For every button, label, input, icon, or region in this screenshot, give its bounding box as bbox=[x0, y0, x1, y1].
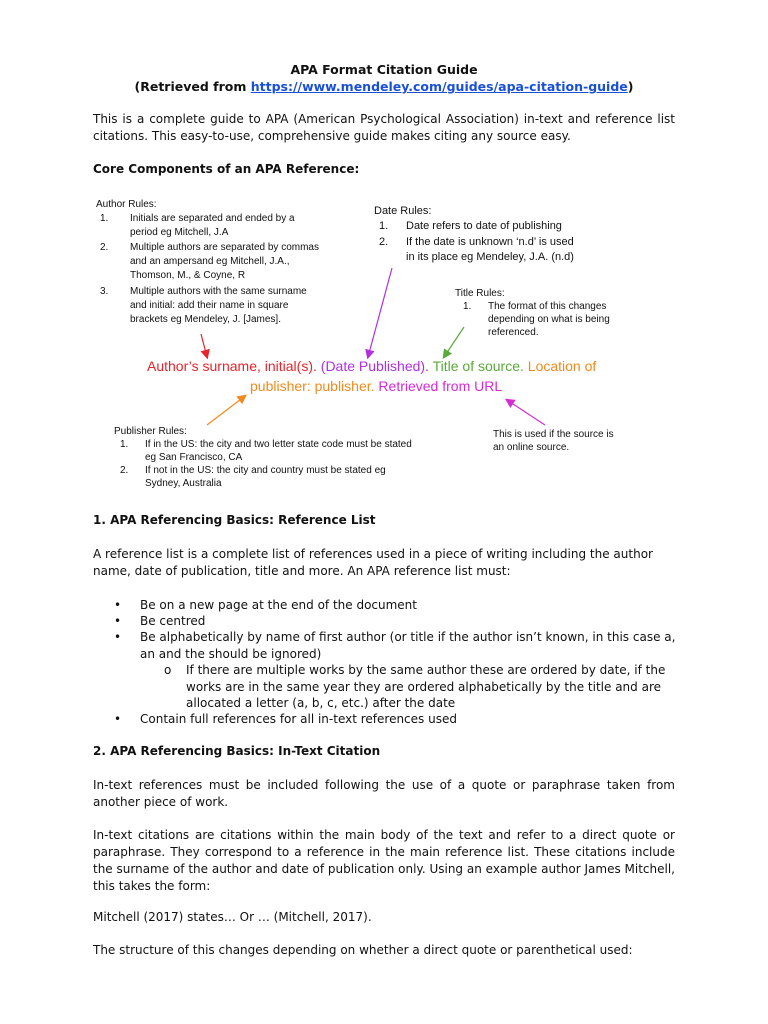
core-components-heading: Core Components of an APA Reference: bbox=[93, 162, 360, 176]
url-note-line: an online source. bbox=[493, 442, 570, 453]
source-link[interactable]: https://www.mendeley.com/guides/apa-citation-guide bbox=[250, 79, 628, 94]
author-rule-num: 2. bbox=[100, 242, 109, 253]
author-rule-num: 3. bbox=[100, 286, 109, 297]
author-rule-line: and an ampersand eg Mitchell, J.A., bbox=[130, 256, 290, 267]
publisher-rule-line: eg San Francisco, CA bbox=[145, 452, 243, 463]
publisher-rule-num: 1. bbox=[120, 439, 129, 450]
author-rule-line: period eg Mitchell, J.A bbox=[130, 227, 229, 238]
title-rule-num: 1. bbox=[463, 301, 472, 312]
section1-heading: 1. APA Referencing Basics: Reference List bbox=[93, 513, 376, 527]
author-rule-line: Initials are separated and ended by a bbox=[130, 213, 295, 224]
date-rule-num: 2. bbox=[379, 236, 389, 248]
format-publisher: publisher: publisher. bbox=[250, 378, 375, 394]
author-rule-num: 1. bbox=[100, 213, 109, 224]
bullet-mark: • bbox=[114, 598, 122, 612]
format-title: Title of source. bbox=[432, 358, 524, 374]
intro-paragraph: This is a complete guide to APA (American Psychological Association) in-text and reference list citations. This easy-to-use, comprehensive guide makes citing any source easy. bbox=[93, 112, 675, 143]
date-arrow bbox=[368, 268, 392, 357]
section2-heading: 2. APA Referencing Basics: In-Text Citation bbox=[93, 744, 381, 758]
citation-example: Mitchell (2017) states… Or … (Mitchell, 2017). bbox=[93, 910, 372, 924]
date-rule-line: in its place eg Mendeley, J.A. (n.d) bbox=[406, 251, 574, 263]
sub-list-item-text: If there are multiple works by the same author these are ordered by date, if the works are in the same year they are ordered alphabetically by the title and are allocated a letter (a, b, c, etc.) after the date bbox=[186, 663, 666, 710]
sub-bullet-mark: o bbox=[164, 663, 172, 677]
author-rule-line: Thomson, M., & Coyne, R bbox=[130, 270, 246, 281]
section2-paragraph-3: The structure of this changes depending on whether a direct quote or parenthetical used: bbox=[93, 943, 633, 957]
source-prefix: (Retrieved from bbox=[134, 79, 251, 94]
author-rule-line: brackets eg Mendeley, J. [James]. bbox=[130, 314, 281, 325]
title-rule-line: depending on what is being bbox=[488, 314, 610, 325]
author-rule-line: Multiple authors with the same surname bbox=[130, 286, 307, 297]
author-rule-line: Multiple authors are separated by commas bbox=[130, 242, 319, 253]
section2-paragraph-2: In-text citations are citations within the main body of the text and refer to a direct quote or paraphrase. They correspond to a reference in the main reference list. These citations include the surname of the author and date of publication only. Using an example author James Mitchell, this takes the form: bbox=[93, 828, 675, 893]
page-title: APA Format Citation Guide bbox=[290, 62, 478, 77]
author-rules-title: Author Rules: bbox=[96, 199, 157, 210]
date-rules-title: Date Rules: bbox=[374, 205, 432, 217]
source-suffix: ) bbox=[627, 79, 634, 94]
title-rule-line: referenced. bbox=[488, 327, 539, 338]
bullet-mark: • bbox=[114, 712, 122, 726]
format-retrieved: Retrieved from URL bbox=[378, 378, 503, 394]
format-date: (Date Published). bbox=[320, 358, 429, 374]
date-rule-line: Date refers to date of publishing bbox=[406, 220, 562, 232]
author-rule-line: and initial: add their name in square bbox=[130, 300, 289, 311]
author-arrow bbox=[201, 334, 207, 357]
publisher-rule-line: Sydney, Australia bbox=[145, 478, 222, 489]
title-rules-title: Title Rules: bbox=[455, 288, 505, 299]
publisher-arrow bbox=[207, 396, 245, 425]
list-item-text: Be alphabetically by name of first author (or title if the author isn’t known, in this case a, an and the should be ignored) bbox=[140, 630, 676, 661]
section1-paragraph: A reference list is a complete list of references used in a piece of writing including the author name, date of publication, title and more. An APA reference list must: bbox=[93, 547, 653, 578]
section2-paragraph-1: In-text references must be included following the use of a quote or paraphrase taken from another piece of work. bbox=[93, 778, 675, 809]
bullet-mark: • bbox=[114, 630, 122, 644]
url-note-line: This is used if the source is bbox=[493, 429, 614, 440]
bullet-mark: • bbox=[114, 614, 122, 628]
list-item-text: Be centred bbox=[140, 614, 206, 628]
format-author: Author’s surname, initial(s). bbox=[147, 358, 317, 374]
date-rule-num: 1. bbox=[379, 220, 389, 232]
publisher-rule-line: If not in the US: the city and country must be stated eg bbox=[145, 465, 386, 476]
publisher-rules-title: Publisher Rules: bbox=[114, 426, 187, 437]
list-item-text: Be on a new page at the end of the document bbox=[140, 598, 417, 612]
publisher-rule-line: If in the US: the city and two letter state code must be stated bbox=[145, 439, 412, 450]
date-rule-line: If the date is unknown ‘n.d’ is used bbox=[406, 236, 574, 248]
publisher-rule-num: 2. bbox=[120, 465, 129, 476]
title-rule-line: The format of this changes bbox=[488, 301, 607, 312]
title-arrow bbox=[444, 327, 464, 357]
format-location: Location of bbox=[527, 358, 597, 374]
list-item-text: Contain full references for all in-text references used bbox=[140, 712, 457, 726]
url-arrow bbox=[507, 400, 545, 425]
